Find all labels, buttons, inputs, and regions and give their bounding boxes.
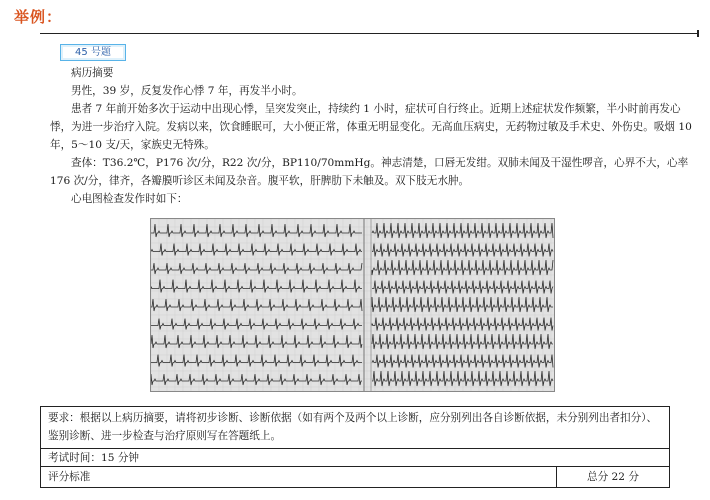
score-label: 评分标准 — [48, 471, 91, 483]
history-paragraph: 患者 7 年前开始多次于运动中出现心悸，呈突发突止，持续约 1 小时，症状可自行终止。近期上述症状发作频繁，半小时前再发心悸，为进一步治疗入院。发病以来，饮食睡眠可，大小便正常，体重无明显变化。无高血压病史，无药物过敏及手术史、外伤史。吸烟 10 年，5～10 支/天，家族史无特殊。 — [50, 103, 692, 151]
section-title: 病历摘要 — [71, 67, 114, 79]
ecg-lead-trace — [151, 335, 362, 348]
exam-requirements-box — [40, 406, 670, 488]
requirement-text: 要求：根据以上病历摘要，请将初步诊断、诊断依据（如有两个及两个以上诊断，应分别列出各自诊断依据，未分别列出者扣分）、鉴别诊断、进一步检查与治疗原则写在答题纸上。 — [41, 407, 669, 449]
ecg-lead-trace — [151, 244, 362, 256]
ecg-caption: 心电图检查发作时如下： — [71, 193, 188, 205]
header-divider — [40, 33, 697, 34]
ecg-image — [150, 218, 555, 392]
header-title: 举例： — [14, 8, 63, 26]
case-number-badge: 45 号题 — [60, 44, 126, 61]
ecg-lead-trace — [151, 280, 362, 293]
ecg-lead-trace — [151, 355, 362, 367]
case-content — [50, 64, 698, 208]
score-row — [41, 467, 669, 487]
ecg-lead-trace — [151, 299, 362, 311]
ecg-lead-trace — [151, 319, 362, 330]
exam-time: 考试时间：15 分钟 — [41, 449, 669, 467]
patient-summary: 男性，39 岁，反复发作心悸 7 年，再发半小时。 — [71, 85, 303, 97]
ecg-trace-graphic — [151, 219, 554, 391]
ecg-lead-trace — [151, 374, 362, 385]
exam-paragraph: 查体：T36.2℃，P176 次/分，R22 次/分，BP110/70mmHg。神志清楚，口唇无发绀。双肺未闻及干湿性啰音，心界不大，心率 176 次/分，律齐，各瓣膜听诊区未闻及杂音。腹平软，肝脾肋下未触及。双下肢无水肿。 — [50, 157, 689, 187]
ecg-lead-trace — [151, 263, 362, 274]
score-total: 总分 22 分 — [556, 467, 669, 487]
